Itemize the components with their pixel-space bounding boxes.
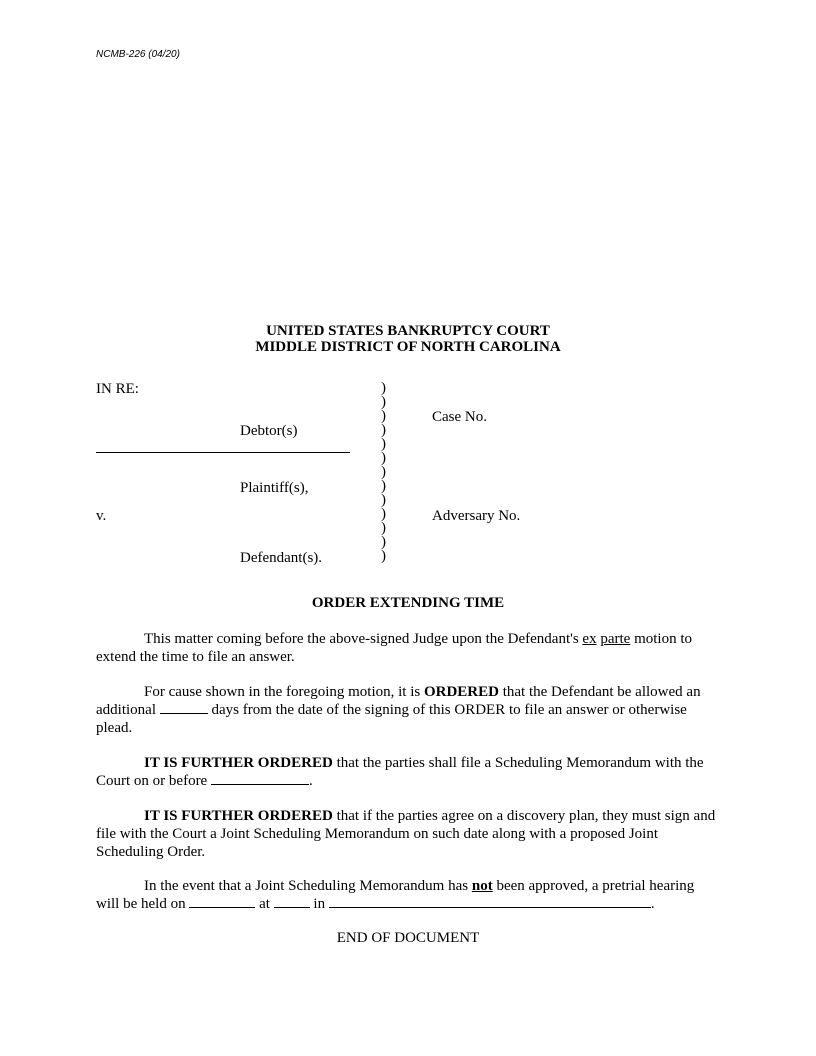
court-name: UNITED STATES BANKRUPTCY COURT — [266, 323, 550, 339]
debtor-label: Debtor(s) — [240, 423, 298, 439]
end-of-document: END OF DOCUMENT — [336, 930, 480, 946]
paren: ) — [381, 492, 386, 508]
p2-text-b: that the Defendant be allowed an additional — [96, 684, 701, 718]
ex-text: ex — [582, 631, 597, 647]
p3-text-a: that the parties shall file a Scheduling Memorandum with the Court on or before — [96, 755, 704, 789]
paren: ) — [381, 520, 386, 536]
in-re-label: IN RE: — [96, 381, 139, 397]
parte-text: parte — [600, 631, 631, 647]
p5-period: . — [650, 896, 655, 912]
hearing-time-blank — [274, 895, 310, 908]
form-id: NCMB-226 (04/20) — [96, 49, 180, 60]
paren: ) — [381, 506, 386, 522]
court-district: MIDDLE DISTRICT OF NORTH CAROLINA — [255, 339, 561, 355]
days-blank — [160, 701, 208, 714]
paren: ) — [381, 408, 386, 424]
adversary-no-label: Adversary No. — [432, 508, 521, 524]
paren: ) — [381, 394, 386, 410]
hearing-location-blank — [329, 895, 651, 908]
case-no-label: Case No. — [432, 409, 487, 425]
p2-text-c: days from the date of the signing of this ORDER to file an answer or otherwise plead. — [96, 702, 687, 736]
caption-divider-line — [96, 452, 350, 453]
paragraph-ordered — [96, 683, 720, 737]
p4-text-a: that if the parties agree on a discovery plan, they must sign and file with the Court a Joint Scheduling Memorandum on such date along with a proposed Joint Scheduling Order. — [96, 808, 716, 860]
plaintiff-label: Plaintiff(s), — [240, 480, 309, 496]
not-bold: not — [471, 878, 493, 894]
p5-in: in — [309, 896, 329, 912]
paragraph-hearing — [96, 877, 720, 913]
paragraph-discovery — [96, 807, 720, 861]
paren: ) — [381, 478, 386, 494]
caption-paren-column — [381, 381, 386, 563]
paren: ) — [381, 464, 386, 480]
ordered-bold: ORDERED — [423, 684, 499, 700]
paren: ) — [381, 450, 386, 466]
paren: ) — [381, 534, 386, 550]
date-blank — [211, 772, 309, 785]
paragraph-scheduling — [96, 754, 720, 790]
paren: ) — [381, 548, 386, 564]
order-title: ORDER EXTENDING TIME — [311, 595, 505, 611]
p2-text-a: For cause shown in the foregoing motion, it is — [144, 684, 424, 700]
hearing-date-blank — [189, 895, 255, 908]
paragraph-motion — [96, 630, 720, 666]
further-ordered-bold: IT IS FURTHER ORDERED — [144, 808, 333, 824]
defendant-label: Defendant(s). — [240, 550, 323, 566]
paren: ) — [381, 436, 386, 452]
p5-at: at — [255, 896, 274, 912]
p1-text-a: This matter coming before the above-signed Judge upon the Defendant's — [144, 631, 583, 647]
p1-text-b: motion to extend the time to file an answer. — [96, 631, 692, 665]
p5-text-a: In the event that a Joint Scheduling Memorandum has — [144, 878, 472, 894]
paren: ) — [381, 422, 386, 438]
p5-text-b: been approved, a pretrial hearing will be held on — [96, 878, 695, 912]
further-ordered-bold: IT IS FURTHER ORDERED — [144, 755, 333, 771]
paren: ) — [381, 380, 386, 396]
p3-period: . — [308, 773, 313, 789]
versus-label: v. — [96, 508, 107, 524]
